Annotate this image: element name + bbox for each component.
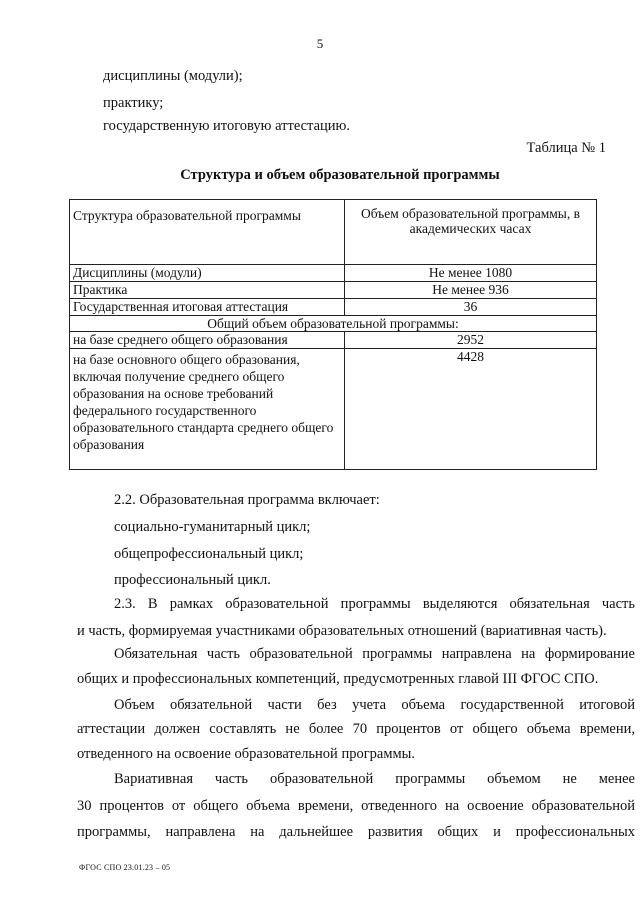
paragraph-line: Обязательная часть образовательной программы направлена на формирование xyxy=(114,646,635,662)
table-row xyxy=(70,282,597,299)
list-item: социально-гуманитарный цикл; xyxy=(114,519,311,535)
table-label: Таблица № 1 xyxy=(526,140,606,156)
paragraph-line: и часть, формируемая участниками образовательных отношений (вариативная часть). xyxy=(77,623,607,639)
row-label: Практика xyxy=(70,282,345,299)
list-item: профессиональный цикл. xyxy=(114,572,271,588)
table-row xyxy=(70,299,597,316)
list-item: общепрофессиональный цикл; xyxy=(114,546,304,562)
table-row xyxy=(70,265,597,282)
table-row xyxy=(70,332,597,349)
list-item: государственную итоговую аттестацию. xyxy=(103,118,350,134)
table-header-row xyxy=(70,200,597,265)
row-value: 2952 xyxy=(345,332,597,349)
list-item: дисциплины (модули); xyxy=(103,68,243,84)
paragraph-line: аттестации должен составлять не более 70 процентов от общего объема времени, xyxy=(77,721,635,737)
footer-code: ФГОС СПО 23.01.23 – 05 xyxy=(79,863,171,872)
paragraph-line: 30 процентов от общего объема времени, отведенного на освоение образовательной xyxy=(77,798,635,814)
paragraph-line: Вариативная часть образовательной программы объемом не менее xyxy=(114,771,635,787)
row-label: Государственная итоговая аттестация xyxy=(70,299,345,316)
row-label: Дисциплины (модули) xyxy=(70,265,345,282)
table-title: Структура и объем образовательной программы xyxy=(180,167,500,183)
row-label: на базе основного общего образования, включая получение среднего общего образования на основе требований федерального государственного образовательного стандарта среднего общего образования xyxy=(70,349,345,470)
structure-table xyxy=(69,199,597,470)
header-volume: Объем образовательной программы, в академических часах xyxy=(345,200,597,265)
row-value: 36 xyxy=(345,299,597,316)
row-value: 4428 xyxy=(345,349,597,470)
table-span-row xyxy=(70,316,597,332)
page-number: 5 xyxy=(316,36,324,51)
paragraph-line: Объем обязательной части без учета объема государственной итоговой xyxy=(114,697,635,713)
list-item: практику; xyxy=(103,95,164,111)
header-structure: Структура образовательной программы xyxy=(70,200,345,265)
row-label: на базе среднего общего образования xyxy=(70,332,345,349)
row-value: Не менее 936 xyxy=(345,282,597,299)
row-value: Не менее 1080 xyxy=(345,265,597,282)
paragraph-line: отведенного на освоение образовательной программы. xyxy=(77,746,416,762)
section-heading: 2.2. Образовательная программа включает: xyxy=(114,492,380,508)
paragraph-line: общих и профессиональных компетенций, предусмотренных главой III ФГОС СПО. xyxy=(77,671,599,687)
table-row xyxy=(70,349,597,470)
paragraph-line: программы, направлена на дальнейшее развития общих и профессиональных xyxy=(77,824,635,840)
paragraph-line: 2.3. В рамках образовательной программы выделяются обязательная часть xyxy=(114,596,635,612)
total-volume-label: Общий объем образовательной программы: xyxy=(70,316,597,332)
